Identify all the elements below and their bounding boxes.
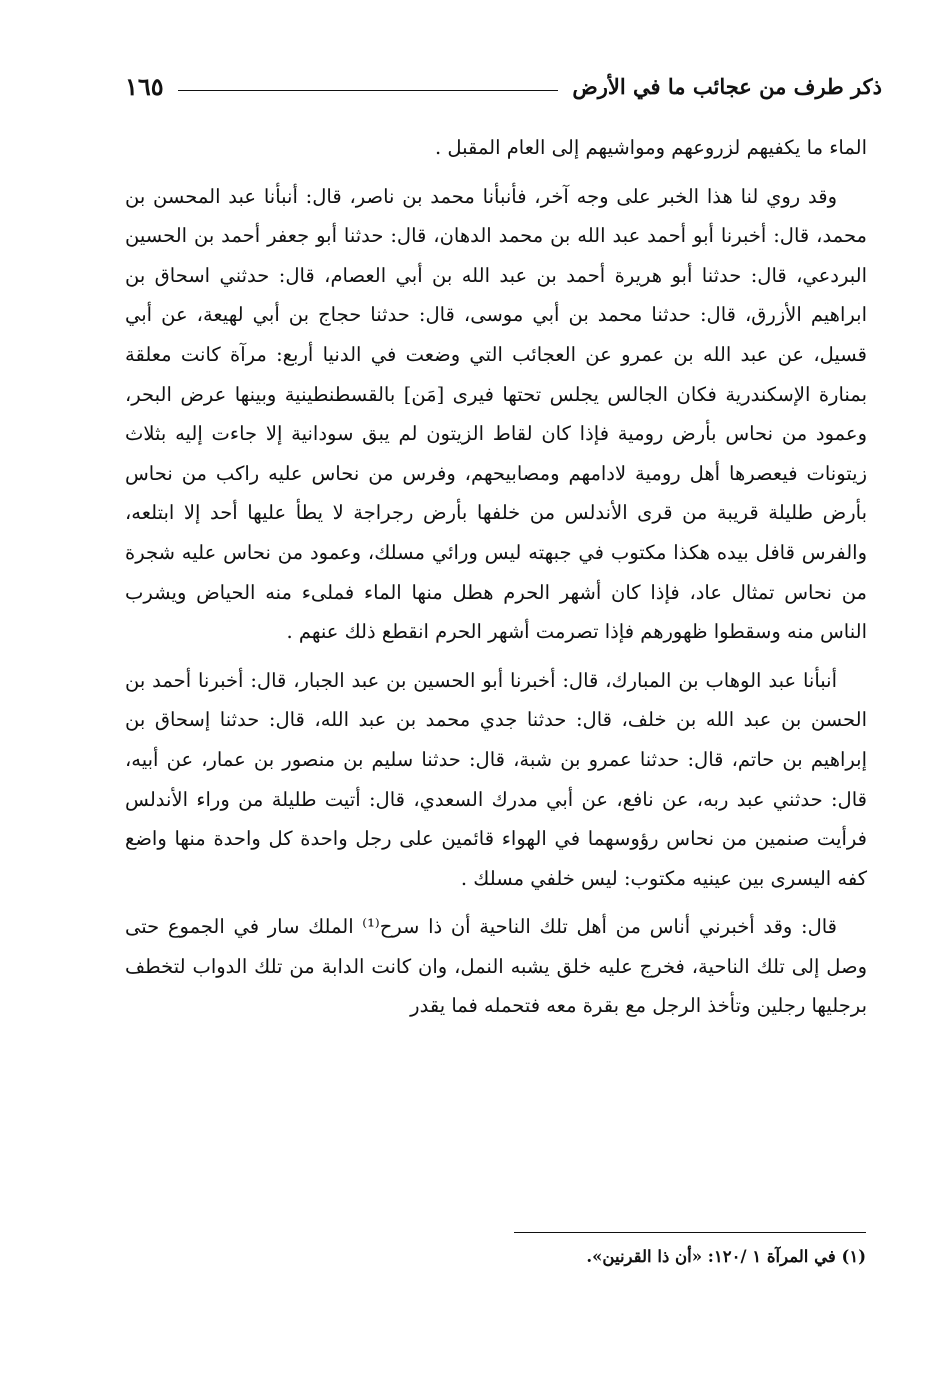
paragraph-2: وقد روي لنا هذا الخبر على وجه آخر، فأنبأنا محمد بن ناصر، قال: أنبأنا عبد المحسن بن محمد، قال: أخبرنا أبو أحمد عبد الله بن محمد الدهان، قال: حدثنا أبو جعفر أحمد بن الحسين البردعي، قال: حدثنا أبو هريرة أحمد بن عبد الله بن أبي العصام، قال: حدثني اسحاق بن ابراهيم الأزرق، قال: حدثنا محمد بن أبي موسى، قال: حدثنا حجاج بن أبي لهيعة، عن أبي قسيل، عن عبد الله بن عمرو عن العجائب التي وضعت في الدنيا أربع: مرآة كانت معلقة بمنارة الإسكندرية فكان الجالس يجلس تحتها فيرى [مَن] بالقسطنطينية وبينها عرض البحر، وعمود من نحاس بأرض رومية فإذا كان لقاط الزيتون لم يبق سودانية إلا جاءت إليه بثلاث زيتونات فيعصرها أهل رومية لادامهم ومصابيحهم، وفرس من نحاس عليه راكب من نحاس بأرض طليلة قريبة من قرى الأندلس من خلفها بأرض رجراجة لا يطأ عليها أحد إلا ابتلعه، والفرس قافل بيده هكذا مكتوب في جبهته ليس ورائي مسلك، وعمود من نحاس عليه شجرة من نحاس تمثال عاد، فإذا كان أشهر الحرم هطل منها الماء فملىء منه الحياض ويشرب الناس منه وسقطوا ظهورهم فإذا تصرمت أشهر الحرم انقطع ذلك عنهم . (125, 184, 867, 644)
chapter-title: ذكر طرف من عجائب ما في الأرض (572, 73, 882, 99)
paragraph-3: أنبأنا عبد الوهاب بن المبارك، قال: أخبرنا أبو الحسين بن عبد الجبار، قال: أخبرنا أحمد بن الحسن بن عبد الله بن خلف، قال: حدثنا جدي محمد بن عبد الله، قال: حدثنا إسحاق بن إبراهيم بن حاتم، قال: حدثنا عمرو بن شبة، قال: حدثنا سليم بن منصور بن عمار، عن أبيه، قال: حدثني عبد ربه، عن نافع، عن أبي مدرك السعدي، قال: أتيت طليلة من وراء الأندلس فرأيت صنمين من نحاس رؤوسهما في الهواء قائمين على رجل واحدة كل واحدة منها واضع كفه اليسرى بين عينيه مكتوب: ليس خلفي مسلك . (125, 668, 867, 890)
paragraph-4: قال: وقد أخبرني أناس من أهل تلك الناحية أن ذا سرح⁽¹⁾ الملك سار في الجموع حتى وصل إلى تلك الناحية، فخرج عليه خلق يشبه النمل، وان كانت الدابة من تلك الدواب لتخطف برجليها رجلين وتأخذ الرجل مع بقرة معه فتحمله فما يقدر (125, 915, 867, 1018)
main-text (125, 128, 867, 1035)
footnote: (١) في المرآة ١ /١٢٠: «أن ذا القرنين». (586, 1247, 866, 1266)
header-rule (178, 90, 559, 91)
running-header (125, 68, 882, 104)
page-number: ١٦٥ (125, 71, 164, 101)
paragraph-1: الماء ما يكفيهم لزروعهم ومواشيهم إلى العام المقبل . (434, 136, 867, 159)
footnote-rule (514, 1232, 866, 1233)
